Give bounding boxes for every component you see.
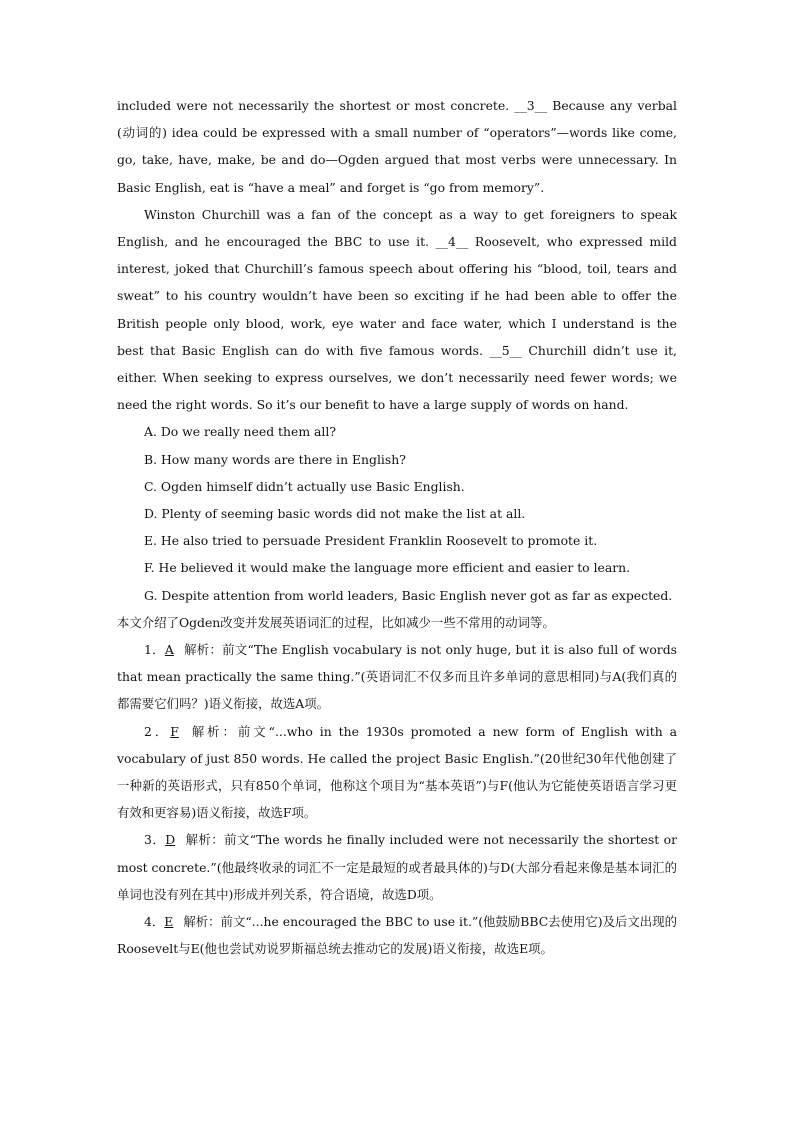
answer-explanation: 解析：前文“...he encouraged the BBC to use it.”(他鼓励BBC去使用它)及后文出现的Roosevelt与E(他也尝试劝说罗斯福总统去推动它的发展)语义衔接，故选E项。 — [117, 914, 677, 957]
summary-text: 本文介绍了Ogden改变并发展英语词汇的过程，比如减少一些不常用的动词等。 — [117, 614, 555, 630]
option-a: A. Do we really need them all? — [144, 424, 336, 440]
answer-number: 2． — [144, 723, 171, 739]
answer-letter: D — [165, 832, 176, 848]
option-f: F. He believed it would make the language more efficient and easier to learn. — [144, 560, 631, 576]
answer-number: 4． — [144, 914, 165, 930]
answer-letter: A — [164, 642, 174, 658]
option-b: B. How many words are there in English? — [144, 451, 406, 467]
answer-explanation: 解析：前文“The English vocabulary is not only huge, but it is also full of words that mean practically the same thing.”(英语词汇不仅多而且许多单词的意思相同)与A(我们真的都需要它们吗？)语义衔接，故选A项。 — [117, 642, 677, 712]
answer-explanation: 解析：前文“...who in the 1930s promoted a new form of English with a vocabulary of just 850 words. He called the project Basic English.”(20世纪30年代他创建了一种新的英语形式，只有850个单词，他称这个项目为“基本英语”)与F(他认为它能使英语语言学习更有效和更容易)语义衔接，故选F项。 — [117, 723, 677, 821]
answer-number: 1． — [144, 642, 165, 658]
answer-4 — [117, 908, 677, 962]
passage-paragraph-2: Winston Churchill was a fan of the concept as a way to get foreigners to speak English, and he encouraged the BBC to use it. __4__ Roosevelt, who expressed mild interest, joked that Churchill’s famous speech about offering his “blood, toil, tears and sweat” to his country wouldn’t have been so exciting if he had been able to offer the British people only blood, work, eye water and face water, which I understand is the best that Basic English can do with five famous words. __5__ Churchill didn’t use it, either. When seeking to express ourselves, we don’t necessarily need fewer words; we need the right words. So it’s our benefit to have a large supply of words on hand. — [117, 206, 677, 413]
answer-number: 3． — [144, 832, 166, 848]
passage-paragraph-1: included were not necessarily the shortest or most concrete. __3__ Because any verbal (动词的) idea could be expressed with a small number of “operators”—words like come, go, take, have, make, be and do—Ogden argued that most verbs were unnecessary. In Basic English, eat is “have a meal” and forget is “go from memory”. — [117, 98, 677, 195]
document-body — [117, 92, 677, 963]
option-c: C. Ogden himself didn’t actually use Basic English. — [144, 478, 465, 494]
answer-explanation: 解析：前文“The words he finally included were not necessarily the shortest or most concrete.”(他最终收录的词汇不一定是最短的或者最具体的)与D(大部分看起来像是基本词汇的单词也没有列在其中)形成并列关系，符合语境，故选D项。 — [117, 832, 677, 902]
answer-3 — [117, 826, 677, 908]
answer-1 — [117, 636, 677, 718]
answer-letter: F — [170, 723, 179, 739]
option-g: G. Despite attention from world leaders, Basic English never got as far as expected. — [144, 587, 673, 603]
answer-2 — [117, 718, 677, 827]
answer-letter: E — [164, 914, 174, 930]
option-d: D. Plenty of seeming basic words did not make the list at all. — [144, 506, 526, 522]
option-e: E. He also tried to persuade President Franklin Roosevelt to promote it. — [144, 533, 598, 549]
